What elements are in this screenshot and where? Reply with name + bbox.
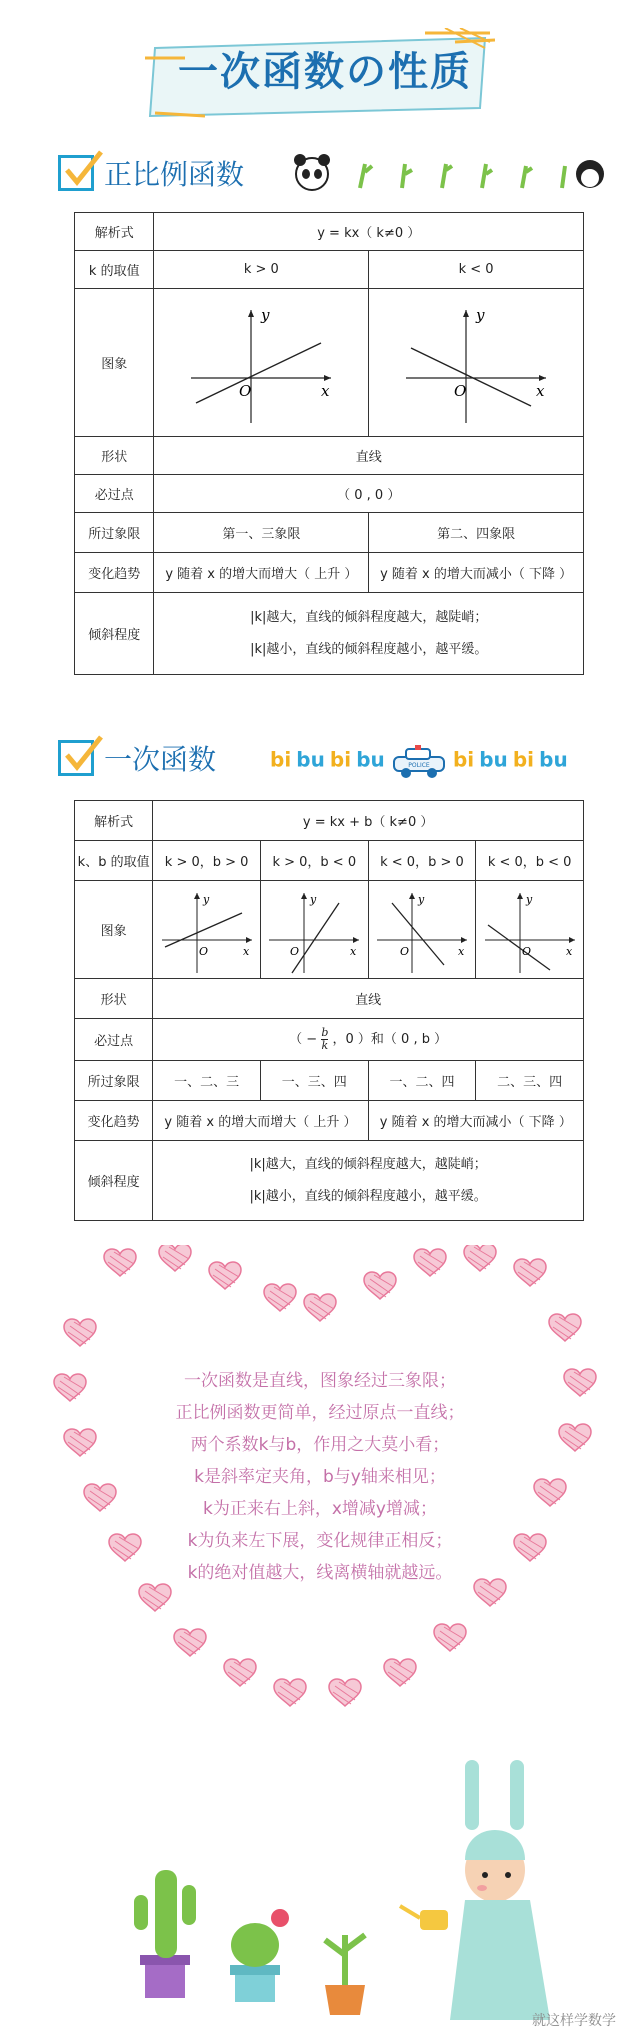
checkbox-icon (58, 155, 94, 191)
slope-description (154, 593, 584, 675)
page-title: 一次函数の性质 (178, 49, 472, 95)
slope-description (153, 1141, 584, 1221)
watermark: 就这样学数学 (532, 2013, 616, 2029)
expression-value: y = kx + b（ k≠0 ） (153, 801, 584, 841)
poem-line: 正比例函数更简单，经过原点一直线； (175, 1403, 465, 1423)
bibu-text: bu (539, 747, 568, 772)
fixed-point-part-a: （ − (289, 1032, 318, 1047)
fixed-point-part-b: ，0 ）和（ 0 , b ） (332, 1032, 448, 1047)
fraction-denominator: k (321, 1039, 329, 1052)
slope-line-1: |k|越大，直线的倾斜程度越大，越陡峭； (249, 1156, 487, 1172)
section1-title: 正比例函数 (104, 158, 245, 191)
section1-header (58, 148, 244, 198)
label-slope: 倾斜程度 (75, 1141, 153, 1221)
graph-k-positive (154, 289, 369, 437)
axis-x-label: x (536, 381, 545, 400)
axis-y-label: y (417, 892, 425, 906)
axis-x-label: x (321, 381, 330, 400)
graph-k-negative (369, 289, 584, 437)
label-slope: 倾斜程度 (75, 593, 154, 675)
quadrants-negative: 第二、四象限 (369, 513, 584, 553)
label-quadrants: 所过象限 (75, 513, 154, 553)
trend-positive: y 随着 x 的增大而增大（ 上升 ） (153, 1101, 368, 1141)
trend-negative: y 随着 x 的增大而减小（ 下降 ） (369, 553, 584, 593)
panda-sprout-decoration (290, 152, 610, 197)
axis-y-label: y (202, 892, 209, 906)
graph-case-1 (153, 881, 261, 979)
bibu-text: bi (452, 747, 475, 772)
table-proportional-function (74, 212, 584, 675)
label-expression: 解析式 (75, 801, 153, 841)
police-car-icon (390, 745, 448, 779)
bibu-text: bu (479, 747, 508, 772)
quadrants-positive: 第一、三象限 (154, 513, 369, 553)
trend-negative: y 随着 x 的增大而减小（ 下降 ） (368, 1101, 583, 1141)
slope-line-2: |k|越小，直线的倾斜程度越小，越平缓。 (249, 1188, 487, 1204)
poem-line: 两个系数k与b，作用之大莫小看； (190, 1435, 450, 1455)
axis-x-label: x (242, 944, 249, 958)
section2-header (58, 733, 216, 783)
origin-label: O (521, 944, 531, 958)
label-graph: 图象 (75, 289, 154, 437)
k-positive: k > 0 (154, 251, 369, 289)
slope-line-1: |k|越大，直线的倾斜程度越大，越陡峭； (250, 609, 488, 625)
fixed-point-value: （ 0 , 0 ） (154, 475, 584, 513)
bibu-text: bi (329, 747, 352, 772)
label-fixed-point: 必过点 (75, 475, 154, 513)
poem-line: k是斜率定夹角，b与y轴来相见； (194, 1467, 446, 1487)
fixed-point-value (153, 1019, 584, 1061)
label-k-range: k 的取值 (75, 251, 154, 289)
expression-value: y = kx（ k≠0 ） (154, 213, 584, 251)
poem-line: 一次函数是直线，图象经过三象限； (184, 1371, 456, 1391)
label-trend: 变化趋势 (75, 553, 154, 593)
graph-case-3 (368, 881, 476, 979)
shape-value: 直线 (153, 979, 584, 1019)
label-kb-range: k、b 的取值 (75, 841, 153, 881)
label-trend: 变化趋势 (75, 1101, 153, 1141)
quadrants-case-1: 一、二、三 (153, 1061, 261, 1101)
poem-line: k为负来左下展，变化规律正相反； (187, 1531, 453, 1551)
fraction-b-over-k (321, 1027, 328, 1052)
origin-label: O (239, 381, 252, 400)
origin-label: O (290, 944, 300, 958)
label-quadrants: 所过象限 (75, 1061, 153, 1101)
police-label: POLICE (408, 762, 430, 769)
axis-y-label: y (310, 892, 317, 906)
kb-case-2: k > 0，b < 0 (260, 841, 368, 881)
k-negative: k < 0 (369, 251, 584, 289)
bibu-text: bu (356, 747, 385, 772)
label-expression: 解析式 (75, 213, 154, 251)
kb-case-3: k < 0，b > 0 (368, 841, 476, 881)
origin-label: O (399, 944, 409, 958)
label-graph: 图象 (75, 881, 153, 979)
shape-value: 直线 (154, 437, 584, 475)
graph-case-4 (476, 881, 584, 979)
checkbox-icon (58, 740, 94, 776)
table-linear-function (74, 800, 584, 1221)
kb-case-4: k < 0，b < 0 (476, 841, 584, 881)
axis-y-label: y (525, 892, 532, 906)
bibu-text: bi (270, 747, 292, 772)
axis-y-label: y (476, 305, 485, 324)
axis-y-label: y (261, 305, 270, 324)
quadrants-case-3: 一、二、四 (368, 1061, 476, 1101)
bibu-text: bi (512, 747, 535, 772)
label-shape: 形状 (75, 437, 154, 475)
garden-illustration (120, 1720, 620, 2030)
poem-line: k的绝对值越大，线离横轴就越远。 (187, 1563, 453, 1583)
bibu-decoration (270, 745, 570, 780)
axis-x-label: x (457, 944, 465, 958)
bibu-text: bu (296, 747, 325, 772)
section2-title: 一次函数 (104, 743, 217, 776)
poem-line: k为正来右上斜，x增减y增减； (203, 1499, 437, 1519)
quadrants-case-4: 二、三、四 (476, 1061, 584, 1101)
label-fixed-point: 必过点 (75, 1019, 153, 1061)
kb-case-1: k > 0，b > 0 (153, 841, 261, 881)
origin-label: O (454, 381, 467, 400)
label-shape: 形状 (75, 979, 153, 1019)
graph-case-2 (260, 881, 368, 979)
quadrants-case-2: 一、三、四 (260, 1061, 368, 1101)
axis-x-label: x (350, 944, 357, 958)
trend-positive: y 随着 x 的增大而增大（ 上升 ） (154, 553, 369, 593)
fraction-numerator: b (321, 1026, 329, 1039)
axis-x-label: x (565, 944, 572, 958)
slope-line-2: |k|越小，直线的倾斜程度越小，越平缓。 (250, 641, 488, 657)
origin-label: O (198, 944, 208, 958)
poem (150, 1365, 490, 1589)
